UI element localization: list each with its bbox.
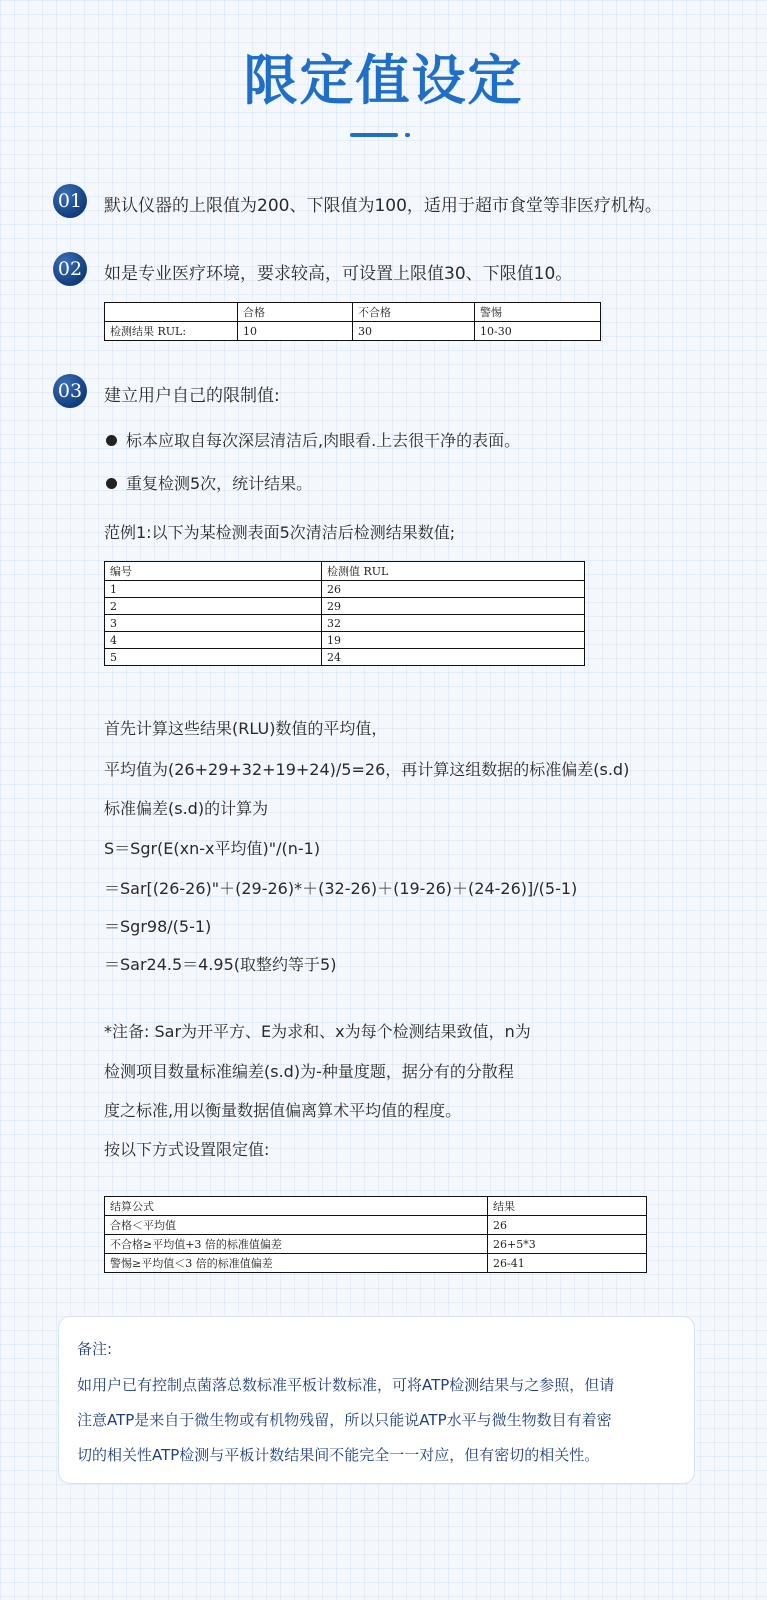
table-cell: 10 [238, 322, 353, 341]
table-cell: 不合格 [353, 303, 475, 322]
table-cell: 10-30 [475, 322, 601, 341]
note-line: 按以下方式设置限定值: [104, 1140, 270, 1159]
table-row [105, 1254, 647, 1273]
table-header-row [105, 303, 601, 322]
threshold-table [104, 302, 601, 341]
table-cell: 不合格≥平均值+3 倍的标准值偏差 [105, 1235, 488, 1254]
table-row [105, 1216, 647, 1235]
results-table [104, 561, 585, 666]
table-row [105, 1235, 647, 1254]
note-line: 检测项目数量标准编差(s.d)为-种量度题，据分有的分散程 [104, 1062, 514, 1081]
table-cell: 29 [322, 598, 585, 615]
table-cell: 1 [105, 581, 322, 598]
bullet-text: 标本应取自每次深层清洁后,肉眼看.上去很干净的表面。 [126, 431, 521, 450]
table-cell: 30 [353, 322, 475, 341]
calc-line: S＝Sgr(E(xn-x平均值)"/(n-1) [104, 839, 321, 858]
remark-title: 备注: [77, 1340, 113, 1358]
table-cell: 26-41 [488, 1254, 647, 1273]
example-intro: 范例1:以下为某检测表面5次清洁后检测结果数值; [104, 523, 456, 542]
page-title: 限定值设定 [243, 49, 524, 112]
remark-line: 注意ATP是来自于微生物或有机物残留，所以只能说ATP水平与微生物数目有着密 [77, 1411, 612, 1429]
calc-line: ＝Sgr98/(5-1) [104, 917, 212, 936]
table-cell: 检测值 RUL [322, 562, 585, 581]
step-badge-02: 02 [53, 252, 87, 286]
calc-line: ＝Sar[(26-26)"＋(29-26)*＋(32-26)＋(19-26)＋(24-26)]/(5-1) [104, 879, 578, 898]
table-cell: 结果 [488, 1197, 647, 1216]
remark-line: 切的相关性ATP检测与平板计数结果间不能完全一一对应，但有密切的相关性。 [77, 1446, 600, 1464]
table-cell: 19 [322, 632, 585, 649]
step-text-03: 建立用户自己的限制值: [104, 386, 280, 406]
table-cell: 警惕≥平均值＜3 倍的标准值偏差 [105, 1254, 488, 1273]
note-line: *注备: Sar为开平方、E为求和、x为每个检测结果致值，n为 [104, 1022, 531, 1041]
step-text-01: 默认仪器的上限值为200、下限值为100，适用于超市食堂等非医疗机构。 [104, 196, 662, 216]
table-header-row [105, 1197, 647, 1216]
table-row [105, 615, 585, 632]
table-cell: 结算公式 [105, 1197, 488, 1216]
table-cell [105, 303, 238, 322]
table-row [105, 581, 585, 598]
calc-line: 首先计算这些结果(RLU)数值的平均值， [104, 719, 388, 738]
table-row [105, 322, 601, 341]
step-badge-01: 01 [53, 184, 87, 218]
note-line: 度之标准,用以衡量数据值偏离算术平均值的程度。 [104, 1101, 462, 1120]
remark-line: 如用户已有控制点菌落总数标准平板计数标准，可将ATP检测结果与之参照，但请 [77, 1376, 615, 1394]
table-cell: 合格＜平均值 [105, 1216, 488, 1235]
table-cell: 检测结果 RUL: [105, 322, 238, 341]
calc-line: 标准偏差(s.d)的计算为 [104, 799, 269, 818]
table-cell: 合格 [238, 303, 353, 322]
table-cell: 警惕 [475, 303, 601, 322]
table-header-row [105, 562, 585, 581]
table-cell: 26 [488, 1216, 647, 1235]
bullet-text: 重复检测5次，统计结果。 [126, 474, 313, 493]
table-cell: 编号 [105, 562, 322, 581]
table-cell: 3 [105, 615, 322, 632]
table-cell: 24 [322, 649, 585, 666]
table-cell: 26+5*3 [488, 1235, 647, 1254]
underline-bar [350, 133, 398, 137]
table-cell: 4 [105, 632, 322, 649]
table-cell: 32 [322, 615, 585, 632]
table-cell: 5 [105, 649, 322, 666]
remark-box [58, 1316, 695, 1484]
step-text-02: 如是专业医疗环境，要求较高，可设置上限值30、下限值10。 [104, 264, 573, 284]
bullet-dot [106, 478, 117, 489]
table-cell: 26 [322, 581, 585, 598]
bullet-dot [106, 435, 117, 446]
underline-dot [405, 133, 410, 137]
table-cell: 2 [105, 598, 322, 615]
table-row [105, 598, 585, 615]
calc-line: 平均值为(26+29+32+19+24)/5=26，再计算这组数据的标准偏差(s.d) [104, 760, 630, 779]
table-row [105, 649, 585, 666]
table-row [105, 632, 585, 649]
limit-formula-table [104, 1196, 647, 1273]
calc-line: ＝Sar24.5＝4.95(取整约等于5) [104, 955, 337, 974]
step-badge-03: 03 [53, 374, 87, 408]
